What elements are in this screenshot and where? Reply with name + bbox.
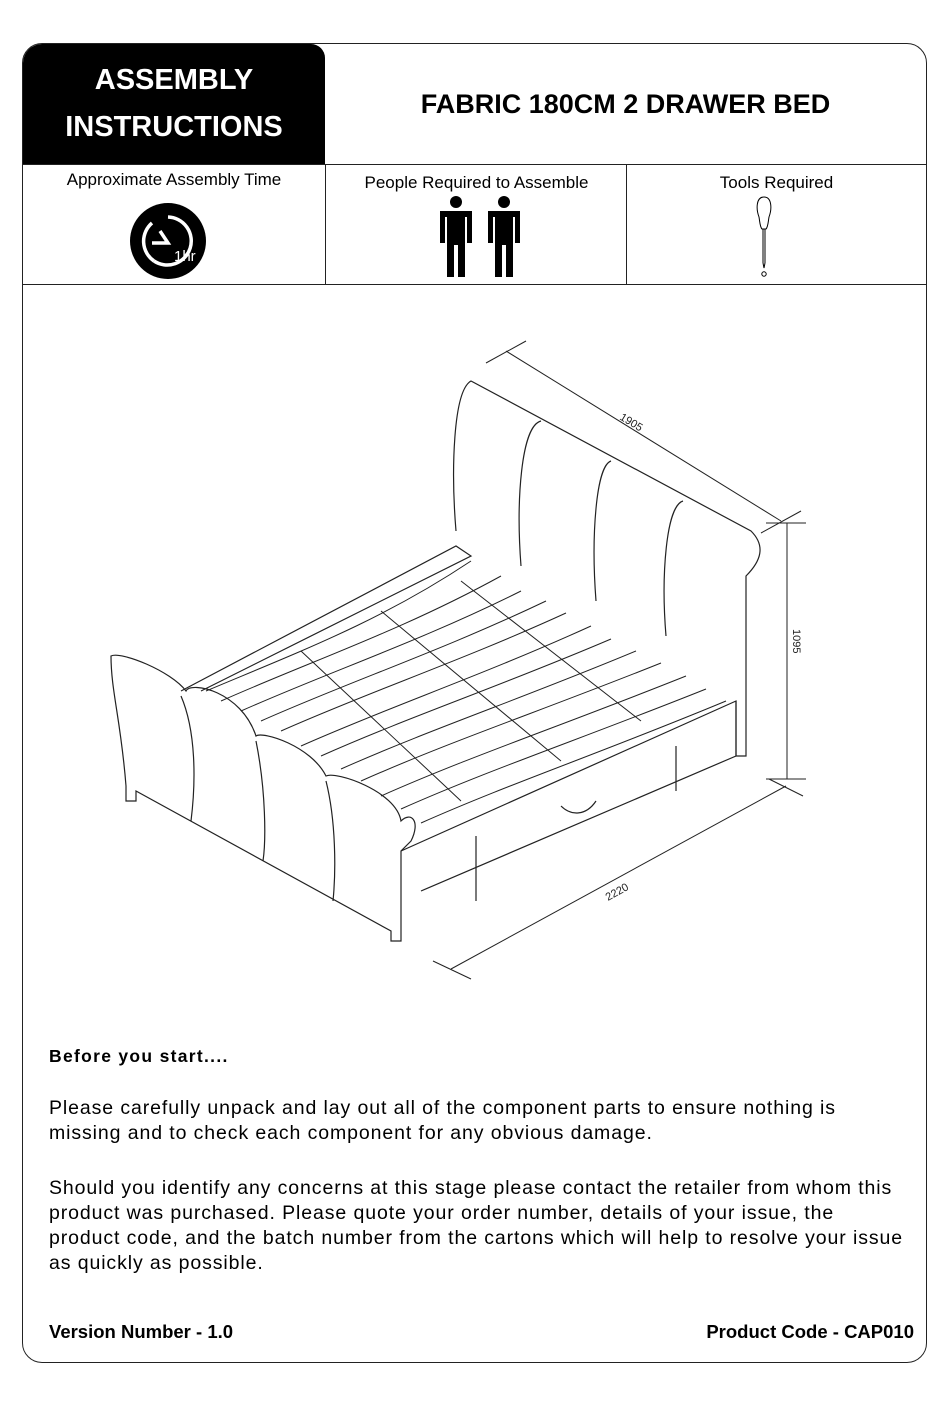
before-you-start-heading: Before you start.... — [49, 1046, 229, 1066]
tools-label: Tools Required — [719, 173, 834, 192]
product-title: FABRIC 180CM 2 DRAWER BED — [420, 88, 831, 119]
assembly-time-label: Approximate Assembly Time — [66, 170, 282, 189]
unpack-paragraph: Please carefully unpack and lay out all of the component parts to ensure nothing is missing and to check each component for any obvious damage. — [49, 1097, 836, 1144]
headboard — [454, 381, 760, 756]
time-value: 1hr — [174, 248, 196, 265]
instruction-sheet — [22, 43, 927, 1363]
bed-diagram — [23, 44, 926, 1362]
product-code: Product Code - CAP010 — [706, 1321, 914, 1342]
slats — [206, 561, 726, 823]
concerns-paragraph: Should you identify any concerns at this stage please contact the retailer from whom this product was purchased. Please quote your order number, details of your issue, the product code, and the batch number from the cartons which will help to resolve your issue as quickly as possible. — [49, 1177, 904, 1274]
length-dimension: 2220 — [603, 881, 631, 904]
badge-line-1: ASSEMBLY — [94, 64, 254, 96]
people-label: People Required to Assemble — [364, 173, 589, 192]
badge-line-2: INSTRUCTIONS — [65, 111, 283, 143]
side-rail — [181, 546, 471, 691]
version-number: Version Number - 1.0 — [49, 1321, 234, 1342]
height-dimension: 1095 — [790, 629, 802, 654]
width-dimension: 1905 — [617, 411, 645, 435]
